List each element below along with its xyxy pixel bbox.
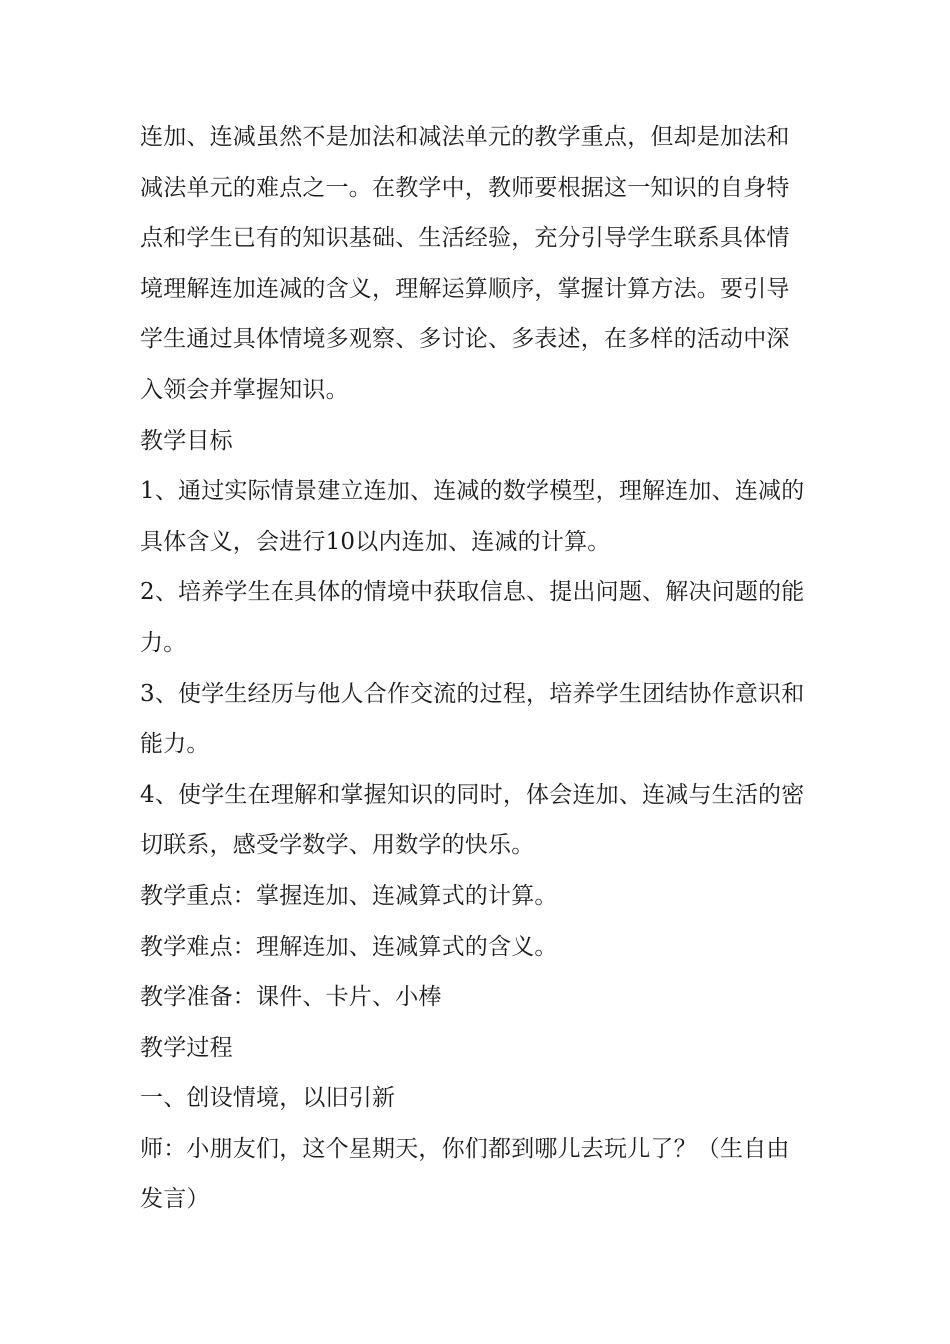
intro-paragraph-line-6: 入领会并掌握知识。	[140, 376, 349, 403]
goal-2-line-1: 2、培养学生在具体的情境中获取信息、提出问题、解决问题的能	[140, 579, 805, 606]
goal-3-line-1: 3、使学生经历与他人合作交流的过程，培养学生团结协作意识和	[140, 680, 805, 707]
document-body	[140, 112, 810, 1225]
intro-paragraph-line-4: 境理解连加连减的含义，理解运算顺序，掌握计算方法。要引导	[140, 275, 790, 302]
key-point: 教学重点：掌握连加、连减算式的计算。	[140, 882, 558, 909]
goal-1-line-1: 1、通过实际情景建立连加、连减的数学模型，理解连加、连减的	[140, 478, 805, 505]
section-heading-process: 教学过程	[140, 1034, 233, 1061]
section-heading-goals: 教学目标	[140, 427, 233, 454]
intro-paragraph-line-2: 减法单元的难点之一。在教学中，教师要根据这一知识的自身特	[140, 174, 790, 201]
step-1-heading: 一、创设情境，以旧引新	[140, 1085, 396, 1112]
teaching-preparation: 教学准备：课件、卡片、小棒	[140, 984, 442, 1011]
teacher-dialogue-line-1: 师：小朋友们，这个星期天，你们都到哪儿去玩儿了？（生自由	[140, 1135, 790, 1162]
goal-3-line-2: 能力。	[140, 731, 210, 758]
difficult-point: 教学难点：理解连加、连减算式的含义。	[140, 933, 558, 960]
intro-paragraph-line-1: 连加、连减虽然不是加法和减法单元的教学重点，但却是加法和	[140, 124, 790, 150]
goal-4-line-2: 切联系，感受学数学、用数学的快乐。	[140, 832, 535, 859]
goal-4-line-1: 4、使学生在理解和掌握知识的同时，体会连加、连减与生活的密	[140, 781, 805, 808]
teacher-dialogue-line-2: 发言）	[140, 1186, 210, 1213]
goal-2-line-2: 力。	[140, 629, 187, 656]
goal-1-line-2: 具体含义，会进行10以内连加、连减的计算。	[140, 528, 611, 555]
intro-paragraph-line-5: 学生通过具体情境多观察、多讨论、多表述，在多样的活动中深	[140, 326, 790, 353]
intro-paragraph-line-3: 点和学生已有的知识基础、生活经验，充分引导学生联系具体情	[140, 225, 790, 252]
